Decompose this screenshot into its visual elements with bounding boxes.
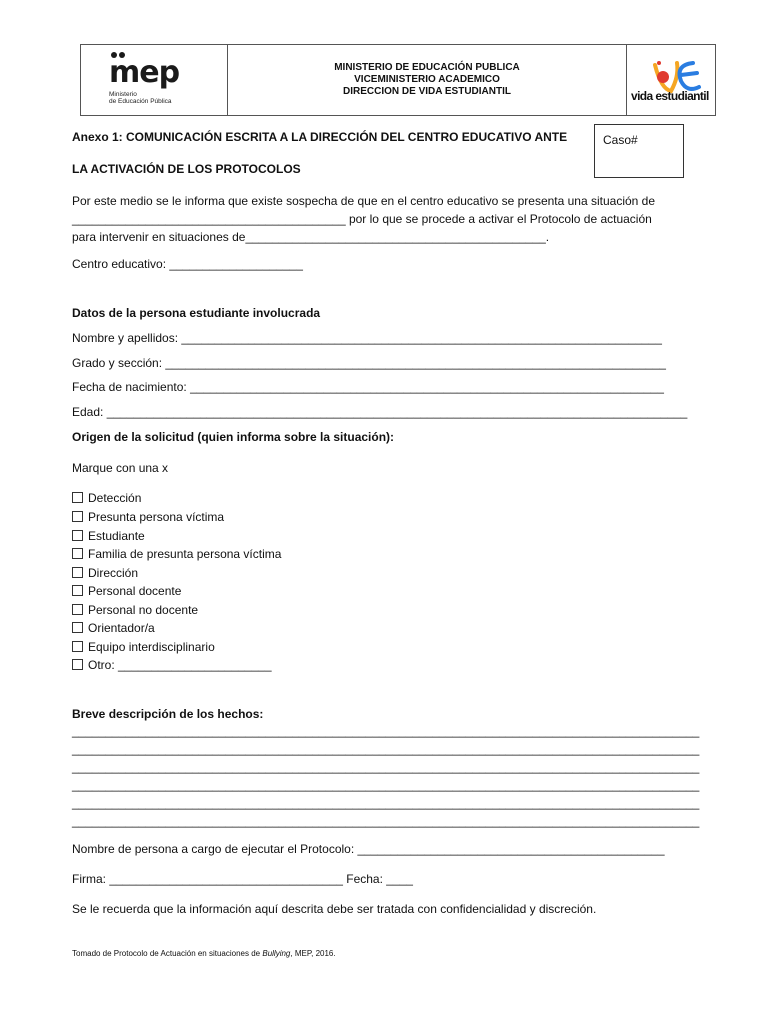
- option-estudiante[interactable]: [72, 529, 145, 543]
- marque-instruction: Marque con una x: [72, 461, 169, 475]
- checkbox-icon[interactable]: [72, 567, 83, 578]
- header-line-1: MINISTERIO DE EDUCACIÓN PUBLICA: [334, 62, 520, 73]
- option-orientador[interactable]: [72, 621, 155, 635]
- option-personal-docente[interactable]: [72, 584, 181, 598]
- breve-heading: Breve descripción de los hechos:: [72, 707, 264, 721]
- option-label: Otro: _______________________: [88, 658, 272, 672]
- checkbox-icon[interactable]: [72, 530, 83, 541]
- option-label: Presunta persona víctima: [88, 510, 225, 524]
- mep-logo-sub2: de Educación Pública: [109, 98, 172, 105]
- option-label: Orientador/a: [88, 621, 155, 635]
- option-familia[interactable]: [72, 547, 281, 561]
- footer-post: , MEP, 2016.: [290, 949, 336, 958]
- nombre-apellidos-field[interactable]: Nombre y apellidos: ________________________________________________________________________: [72, 331, 662, 345]
- intro-line-1: Por este medio se le informa que existe sospecha de que en el centro educativo se presenta una situación de: [72, 194, 656, 208]
- checkbox-icon[interactable]: [72, 641, 83, 652]
- option-label: Estudiante: [88, 529, 145, 543]
- vida-estudiantil-logo-text: vida estudiantil: [631, 89, 709, 103]
- mep-logo-subtitle: [109, 91, 172, 105]
- datos-heading: Datos de la persona estudiante involucrada: [72, 306, 321, 320]
- checkbox-icon[interactable]: [72, 548, 83, 559]
- option-label: Dirección: [88, 566, 139, 580]
- document-title-line-2: LA ACTIVACIÓN DE LOS PROTOCOLOS: [72, 162, 301, 176]
- grado-seccion-field[interactable]: Grado y sección: ___________________________________________________________________________: [72, 356, 666, 370]
- breve-line-1[interactable]: ______________________________________________________________________________________________: [72, 724, 700, 738]
- vida-estudiantil-logo-cell: [627, 45, 715, 115]
- intro-line-2: _________________________________________ por lo que se procede a activar el Protocolo de actuación: [72, 212, 652, 226]
- firma-fecha-field[interactable]: Firma: ___________________________________ Fecha: ____: [72, 872, 413, 886]
- footer-citation: [72, 949, 336, 958]
- option-label: Equipo interdisciplinario: [88, 640, 215, 654]
- breve-line-2[interactable]: ______________________________________________________________________________________________: [72, 742, 700, 756]
- checkbox-icon[interactable]: [72, 659, 83, 670]
- checkbox-icon[interactable]: [72, 585, 83, 596]
- mep-logo-sub1: Ministerio: [109, 91, 137, 98]
- option-equipo[interactable]: [72, 640, 215, 654]
- header-table: [80, 44, 716, 116]
- mep-logo-cell: [81, 45, 228, 115]
- confidencialidad-note: Se le recuerda que la información aquí descrita debe ser tratada con confidencialidad y discreción.: [72, 902, 597, 916]
- breve-line-4[interactable]: ______________________________________________________________________________________________: [72, 778, 700, 792]
- breve-line-3[interactable]: ______________________________________________________________________________________________: [72, 760, 700, 774]
- caso-box[interactable]: [594, 124, 684, 178]
- breve-line-6[interactable]: ______________________________________________________________________________________________: [72, 814, 700, 828]
- origen-heading: Origen de la solicitud (quien informa sobre la situación):: [72, 430, 395, 444]
- option-presunta-victima[interactable]: [72, 510, 224, 524]
- option-label: Familia de presunta persona víctima: [88, 547, 282, 561]
- checkbox-icon[interactable]: [72, 604, 83, 615]
- option-direccion[interactable]: [72, 566, 138, 580]
- checkbox-icon[interactable]: [72, 511, 83, 522]
- header-line-2: VICEMINISTERIO ACADEMICO: [354, 74, 500, 85]
- option-label: Personal docente: [88, 584, 182, 598]
- checkbox-icon[interactable]: [72, 622, 83, 633]
- option-label: Detección: [88, 491, 142, 505]
- fecha-nacimiento-field[interactable]: Fecha de nacimiento: _______________________________________________________________________: [72, 380, 664, 394]
- caso-label: Caso#: [603, 133, 638, 147]
- edad-field[interactable]: Edad: _______________________________________________________________________________________: [72, 405, 688, 419]
- header-title-cell: [228, 45, 627, 115]
- checkbox-icon[interactable]: [72, 492, 83, 503]
- header-line-3: DIRECCION DE VIDA ESTUDIANTIL: [343, 86, 511, 97]
- nombre-persona-field[interactable]: Nombre de persona a cargo de ejecutar el Protocolo: ______________________________________________: [72, 842, 665, 856]
- centro-educativo-field[interactable]: Centro educativo: ____________________: [72, 257, 303, 271]
- document-title-line-1: Anexo 1: COMUNICACIÓN ESCRITA A LA DIRECCIÓN DEL CENTRO EDUCATIVO ANTE: [72, 130, 568, 144]
- intro-line-3: para intervenir en situaciones de_____________________________________________.: [72, 230, 550, 244]
- footer-pre: Tomado de Protocolo de Actuación en situaciones de: [72, 949, 263, 958]
- option-label: Personal no docente: [88, 603, 199, 617]
- option-personal-no-docente[interactable]: [72, 603, 198, 617]
- option-deteccion[interactable]: [72, 491, 141, 505]
- mep-logo-text: mep: [109, 55, 180, 90]
- option-otro[interactable]: [72, 658, 272, 672]
- footer-italic: Bullying: [262, 949, 291, 958]
- breve-line-5[interactable]: ______________________________________________________________________________________________: [72, 796, 700, 810]
